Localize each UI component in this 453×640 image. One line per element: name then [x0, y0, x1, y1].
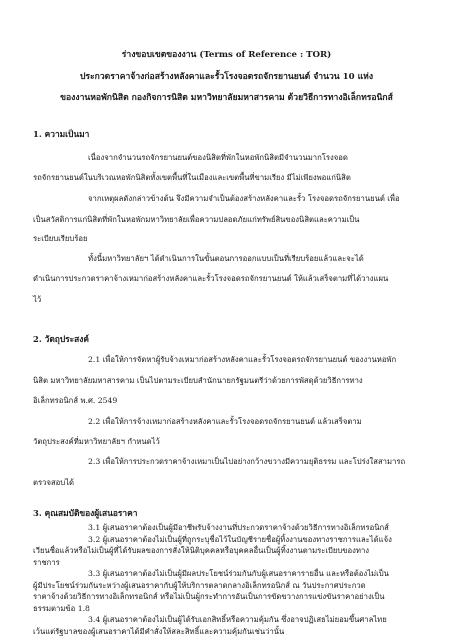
text-line: ระเบียบเรียบร้อย	[33, 234, 88, 243]
text-line: 3.2 ผู้เสนอราคาต้องไม่เป็นผู้ที่ถูกระบุชื่อไว้ในบัญชีรายชื่อผู้ทิ้งงานของทางราชการและได้แจ้ง	[88, 534, 392, 544]
text-line: 2.1 เพื่อให้การจัดหาผู้รับจ้างเหมาก่อสร้างหลังคาและรั้วโรงจอดรถจักรยานยนต์ ของงานหอพัก	[88, 355, 397, 364]
text-line: นิสิต มหาวิทยาลัยมหาสารคาม เป็นไปตามระเบียบสำนักนายกรัฐมนตรีว่าด้วยการพัสดุด้วยวิธีการทาง	[33, 376, 363, 385]
text-line: 2.3 เพื่อให้การประกวดราคาจ้างเหมาเป็นไปอย่างกว้างขวางมีความยุติธรรม และโปร่งใสสามารถ	[88, 457, 406, 466]
text-line: 3.1 ผู้เสนอราคาต้องเป็นผู้มีอาชีพรับจ้างงานที่ประกวดราคาจ้างด้วยวิธีการทางอิเล็กทรอนิกส์	[88, 523, 389, 532]
text-line: ราคาจ้างด้วยวิธีการทางอิเล็กทรอนิกส์ หรือไม่เป็นผู้กระทำการอันเป็นการขัดขวางการแข่งขันราคาอย่างเป็น	[33, 592, 385, 602]
document-subtitle-2: ของงานหอพักนิสิต กองกิจการนิสิต มหาวิทยาลัยมหาสารคาม ด้วยวิธีการทางอิเล็กทรอนิกส์	[60, 93, 393, 103]
text-line: ตรวจสอบได้	[33, 478, 74, 487]
text-line: เนื่องจากจำนวนรถจักรยานยนต์ของนิสิตที่พักในหอพักนิสิตมีจำนวนมากโรงจอด	[88, 153, 348, 162]
text-line: อิเล็กทรอนิกส์ พ.ศ. 2549	[33, 396, 118, 405]
text-line: 2.2 เพื่อให้การจ้างเหมาก่อสร้างหลังคาและรั้วโรงจอดรถจักรยานยนต์ แล้วเสร็จตาม	[88, 417, 362, 426]
section-heading: 2. วัตถุประสงค์	[33, 334, 89, 344]
text-line: เว้นแต่รัฐบาลของผู้เสนอราคาได้มีคำสั่งให้สละสิทธิ์และความคุ้มกันเช่นว่านั้น	[33, 627, 285, 636]
text-line: วัตถุประสงค์ที่มหาวิทยาลัยฯ กำหนดไว้	[33, 437, 160, 446]
text-line: เป็นสวัสดิการแก่นิสิตที่พักในหอพักมหาวิทยาลัยเพื่อความปลอดภัยแก่ทรัพย์สินของนิสิตและความเป็น	[33, 215, 360, 224]
document-title: ร่างขอบเขตของงาน (Terms of Reference : TOR)	[121, 50, 332, 60]
text-line: ธรรมตามข้อ 1.8	[33, 603, 90, 613]
text-line: ดำเนินการประกวดราคาจ้างเหมาก่อสร้างหลังคาและรั้วโรงจอดรถจักรยานยนต์ ให้แล้วเสร็จตามที่ได้วางแผน	[33, 274, 389, 283]
text-line: เวียนชื่อแล้วหรือไม่เป็นผู้ที่ได้รับผลของการสั่งให้นิติบุคคลหรือบุคคลอื่นเป็นผู้ทิ้งงานตามระเบียบของทาง	[33, 546, 370, 556]
text-line: ผู้มีประโยชน์ร่วมกันระหว่างผู้เสนอราคากับผู้ให้บริการตลาดกลางอิเล็กทรอนิกส์ ณ วันประกาศประกวด	[33, 580, 366, 590]
text-line: รถจักรยานยนต์ในบริเวณหอพักนิสิตทั้งเขตพื้นที่ในเมืองและเขตพื้นที่ขามเรียง มีไม่เพียงพอแก่นิสิต	[33, 173, 351, 182]
section-heading: 3. คุณสมบัติของผู้เสนอราคา	[33, 508, 138, 518]
text-line: ไว้	[33, 295, 42, 304]
section-heading: 1. ความเป็นมา	[33, 129, 90, 139]
text-line: 3.3 ผู้เสนอราคาต้องไม่เป็นผู้มีผลประโยชน์ร่วมกันกับผู้เสนอราคารายอื่น และหรือต้องไม่เป็น	[88, 569, 389, 579]
document-subtitle: ประกวดราคาจ้างก่อสร้างหลังคาและรั้วโรงจอดรถจักรยานยนต์ จำนวน 10 แห่ง	[79, 72, 374, 82]
text-line: จากเหตุผลดังกล่าวข้างต้น จึงมีความจำเป็นต้องสร้างหลังคาและรั้ว โรงจอดรถจักรยานยนต์ เพื่อ	[88, 194, 400, 203]
text-line: ทั้งนี้มหาวิทยาลัยฯ ได้ดำเนินการในขั้นตอนการออกแบบเป็นที่เรียบร้อยแล้วและจะได้	[88, 254, 364, 263]
text-line: ราชการ	[33, 557, 60, 567]
text-line: 3.4 ผู้เสนอราคาต้องไม่เป็นผู้ได้รับเอกสิทธิ์หรือความคุ้มกัน ซึ่งอาจปฏิเสธไม่ยอมขึ้นศาลไทย	[88, 615, 387, 625]
